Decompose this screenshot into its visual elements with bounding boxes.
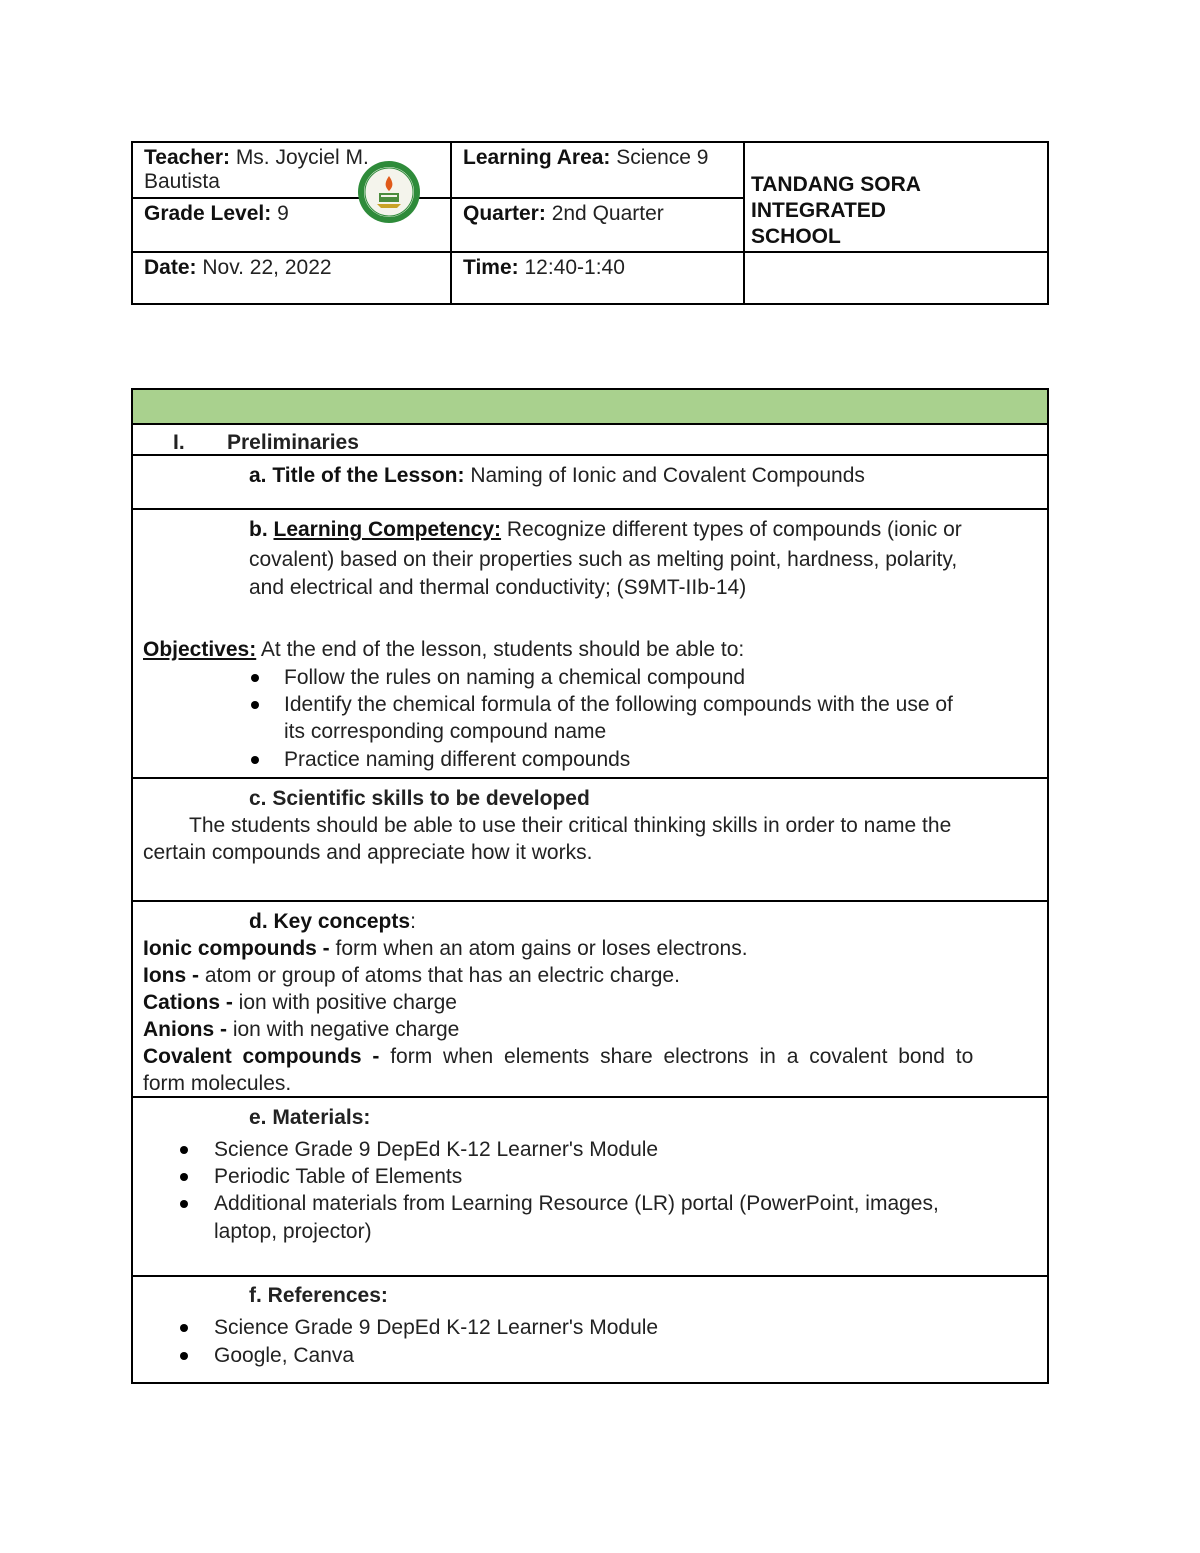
quarter-label: Quarter: xyxy=(463,202,546,225)
date-value: Nov. 22, 2022 xyxy=(196,256,332,279)
school-name xyxy=(751,172,1041,250)
objectives-label: Objectives: xyxy=(143,638,257,661)
section-header-bar xyxy=(133,390,1047,425)
bullet-icon xyxy=(180,1324,188,1332)
concept-item xyxy=(143,935,748,962)
bullet-icon xyxy=(180,1146,188,1154)
school-name-line: INTEGRATED xyxy=(751,199,886,222)
concept-term: Ionic compounds - xyxy=(143,937,336,960)
teacher-label: Teacher: xyxy=(144,146,230,169)
concept-term: Covalent compounds - xyxy=(143,1045,391,1068)
objective-item: Identify the chemical formula of the following compounds with the use of xyxy=(284,693,953,716)
concept-term: Anions - xyxy=(143,1018,233,1041)
learning-area-cell xyxy=(452,143,744,173)
divider xyxy=(133,777,1047,779)
grade-label: Grade Level: xyxy=(144,202,272,225)
competency-line: covalent) based on their properties such as melting point, hardness, polarity, xyxy=(249,548,958,571)
divider xyxy=(133,508,1047,510)
time-cell xyxy=(452,253,744,283)
school-name-line: TANDANG SORA xyxy=(751,173,921,196)
concept-definition: atom or group of atoms that has an electric charge. xyxy=(204,964,680,987)
divider xyxy=(133,1096,1047,1098)
material-item: Additional materials from Learning Resource (LR) portal (PowerPoint, images, xyxy=(214,1192,939,1215)
concept-definition: form when an atom gains or loses electrons. xyxy=(335,937,748,960)
competency-line: Recognize different types of compounds (ionic or xyxy=(501,518,962,541)
bullet-icon xyxy=(251,701,259,709)
section-title: Preliminaries xyxy=(227,431,359,454)
divider xyxy=(133,454,1047,456)
material-item: laptop, projector) xyxy=(214,1220,372,1243)
lesson-title-label: a. Title of the Lesson: xyxy=(249,464,465,487)
bullet-icon xyxy=(251,674,259,682)
date-cell xyxy=(133,253,450,283)
lesson-title xyxy=(249,462,865,489)
bullet-icon xyxy=(251,756,259,764)
concept-term: Ions - xyxy=(143,964,205,987)
skills-heading: c. Scientific skills to be developed xyxy=(249,787,590,810)
competency-prefix: b. xyxy=(249,518,274,541)
objective-item: Practice naming different compounds xyxy=(284,748,631,771)
references-heading: f. References: xyxy=(249,1284,388,1307)
key-concepts-colon: : xyxy=(410,910,416,933)
quarter-value: 2nd Quarter xyxy=(545,202,664,225)
concept-term: Cations - xyxy=(143,991,239,1014)
bullet-icon xyxy=(180,1200,188,1208)
lesson-plan-table xyxy=(131,388,1049,1384)
concept-continuation: form molecules. xyxy=(143,1072,292,1095)
key-concepts-heading xyxy=(249,908,416,935)
learning-competency xyxy=(249,516,1049,543)
time-label: Time: xyxy=(463,256,519,279)
concept-definition: ion with negative charge xyxy=(232,1018,460,1041)
competency-label: Learning Competency: xyxy=(273,518,502,541)
divider xyxy=(133,900,1047,902)
school-seal-icon xyxy=(357,160,421,224)
material-item: Periodic Table of Elements xyxy=(214,1165,463,1188)
concept-item xyxy=(143,962,680,989)
concept-item xyxy=(143,989,457,1016)
objective-item: Follow the rules on naming a chemical compound xyxy=(284,666,746,689)
reference-item: Google, Canva xyxy=(214,1344,355,1367)
section-number: I. xyxy=(173,431,185,454)
lesson-title-value: Naming of Ionic and Covalent Compounds xyxy=(464,464,865,487)
bullet-icon xyxy=(180,1352,188,1360)
objective-item: its corresponding compound name xyxy=(284,720,607,743)
date-label: Date: xyxy=(144,256,197,279)
school-name-line: SCHOOL xyxy=(751,225,841,248)
time-value: 12:40-1:40 xyxy=(518,256,625,279)
grade-value: 9 xyxy=(271,202,289,225)
material-item: Science Grade 9 DepEd K-12 Learner's Module xyxy=(214,1138,659,1161)
teacher-value: Ms. Joyciel M. Bautista xyxy=(144,146,369,193)
key-concepts-label: d. Key concepts xyxy=(249,910,411,933)
concept-item xyxy=(143,1016,459,1043)
objectives-intro: At the end of the lesson, students should be able to: xyxy=(256,638,745,661)
materials-heading: e. Materials: xyxy=(249,1106,371,1129)
skills-text: certain compounds and appreciate how it works. xyxy=(143,841,593,864)
divider xyxy=(133,1275,1047,1277)
concept-definition: form when elements share electrons in a covalent bond to xyxy=(390,1045,974,1068)
reference-item: Science Grade 9 DepEd K-12 Learner's Module xyxy=(214,1316,659,1339)
competency-line: and electrical and thermal conductivity; (S9MT-IIb-14) xyxy=(249,576,747,599)
objectives-heading xyxy=(143,636,744,663)
quarter-cell xyxy=(452,199,744,229)
learning-area-label: Learning Area: xyxy=(463,146,611,169)
skills-text: The students should be able to use their critical thinking skills in order to name the xyxy=(189,814,952,837)
concept-item xyxy=(143,1043,1048,1070)
bullet-icon xyxy=(180,1173,188,1181)
learning-area-value: Science 9 xyxy=(610,146,709,169)
concept-definition: ion with positive charge xyxy=(238,991,457,1014)
